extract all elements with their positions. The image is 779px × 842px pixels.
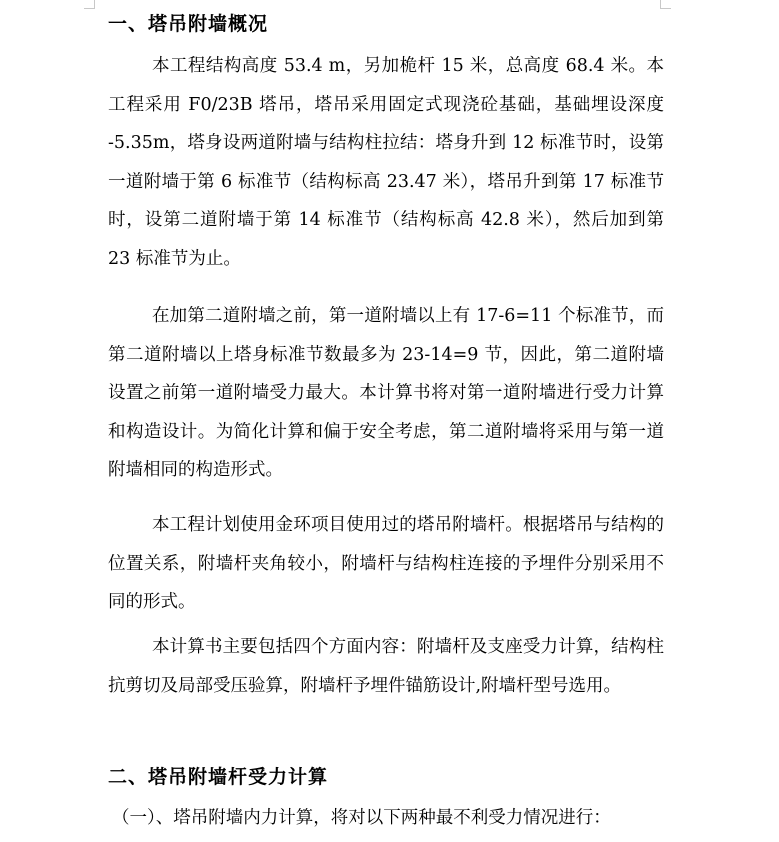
section-2-heading: 二、塔吊附墙杆受力计算 [108, 766, 329, 788]
section-2-subheading: （一）、塔吊附墙内力计算，将对以下两种最不利受力情况进行： [112, 808, 611, 828]
section-1-heading: 一、塔吊附墙概况 [108, 13, 269, 35]
margin-corner-mark-left [84, 0, 95, 9]
margin-corner-mark-right [660, 0, 671, 9]
paragraph-3: 本工程计划使用金环项目使用过的塔吊附墙杆。根据塔吊与结构的位置关系，附墙杆夹角较小，附墙杆与结构柱连接的予埋件分别采用不同的形式。 [108, 515, 664, 613]
paragraph-4: 本计算书主要包括四个方面内容：附墙杆及支座受力计算，结构柱抗剪切及局部受压验算，附墙杆予埋件锚筋设计,附墙杆型号选用。 [108, 637, 664, 696]
paragraph-1: 本工程结构高度 53.4 m，另加桅杆 15 米，总高度 68.4 米。本工程采用 F0/23B 塔吊，塔吊采用固定式现浇砼基础，基础埋设深度 -5.35m，塔身设两道附墙与结构柱拉结：塔身升到 12 标准节时，设第一道附墙于第 6 标准节（结构标高 23.47 米），塔吊升到第 17 标准节时，设第二道附墙于第 14 标准节（结构标高 42.8 米），然后加到第 23 标准节为止。 [108, 56, 664, 269]
paragraph-2: 在加第二道附墙之前，第一道附墙以上有 17-6=11 个标准节，而第二道附墙以上塔身标准节数最多为 23-14=9 节，因此，第二道附墙设置之前第一道附墙受力最大。本计算书将对第一道附墙进行受力计算和构造设计。为简化计算和偏于安全考虑，第二道附墙将采用与第一道附墙相同的构造形式。 [108, 306, 664, 481]
